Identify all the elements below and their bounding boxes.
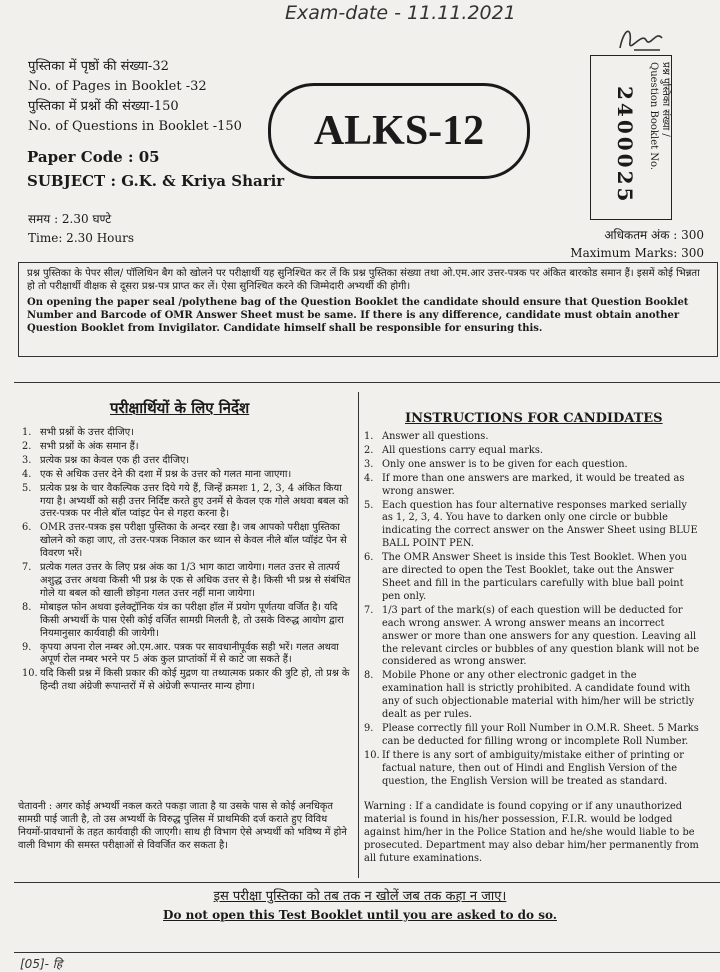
booklet-label-hi: प्रश्न पुस्तिका संख्या / [660, 62, 671, 137]
notice-hi: प्रश्न पुस्तिका के पेपर सील/ पॉलिथिन बैग को खोलने पर परीक्षार्थी यह सुनिश्चित कर लें कि प्रश्न पुस्तिका संख्या तथा ओ.एम.आर उत्तर-पत्रक पर अंकित बारकोड समान हैं। इसमें कोई भिन्नता हो तो परीक्षार्थी वीक्षक से दूसरा प्रश्न-पत्र प्राप्त कर लें। ऐसा सुनिश्चित करने की जिम्मेदारी अभ्यर्थी की होगी। [27, 268, 700, 292]
booklet-number-box [590, 55, 672, 220]
instruction-number: 9. [22, 641, 32, 653]
instruction-number: 3. [22, 454, 32, 466]
instruction-number: 1. [364, 431, 374, 442]
instruction-item [22, 668, 352, 694]
footer-hi: इस परीक्षा पुस्तिका को तब तक न खोलें जब तक कहा न जाए। [213, 889, 507, 904]
instruction-number: 4. [22, 468, 32, 480]
instruction-item [22, 441, 352, 454]
instruction-text: 1/3 part of the mark(s) of each question will be deducted for each wrong answer. A wrong answer means an incorrect answer or more than one answers for any question. Leaving all the relevant circles or bubbles of any question blank will not be considered as wrong answer. [382, 604, 700, 668]
instruction-text: प्रत्येक गलत उत्तर के लिए प्रश्न अंक का 1/3 भाग काटा जायेगा। गलत उत्तर से तात्पर्य अशुद्ध उत्तर अथवा किसी भी प्रश्न के एक से अधिक उत्तर से है। किसी भी प्रश्न से संबंधित गोले या बबल को खाली छोड़ना गलत उत्तर नहीं माना जायेगा। [40, 562, 351, 599]
instruction-text: यदि किसी प्रश्न में किसी प्रकार की कोई मुद्रण या तथ्यात्मक प्रकार की त्रुटि हो, तो प्रश्न के हिन्दी तथा अंग्रेजी रूपान्तरों में से अंग्रेजी रूपान्तर मान्य होगा। [40, 668, 350, 693]
instruction-item [364, 750, 700, 789]
booklet-number: 2400025 [613, 86, 637, 205]
instruction-text: If more than one answers are marked, it would be treated as wrong answer. [382, 472, 685, 497]
instruction-text: If there is any sort of ambiguity/mistake either of printing or factual nature, then out of Hindi and English Version of the question, the English Version will be treated as standard. [382, 749, 684, 787]
instruction-item [22, 469, 352, 482]
instruction-number: 1. [22, 427, 32, 438]
instruction-number: 5. [364, 499, 374, 511]
instruction-number: 3. [364, 458, 374, 470]
instruction-number: 2. [364, 444, 374, 456]
instruction-number: 5. [22, 482, 32, 494]
instructions-en-list [364, 431, 700, 789]
instructions-en-heading: INSTRUCTIONS FOR CANDIDATES [405, 411, 663, 426]
instruction-item [364, 473, 700, 499]
instruction-text: प्रत्येक प्रश्न के चार वैकल्पिक उत्तर दिये गये हैं, जिन्हें क्रमशः 1, 2, 3, 4 अंकित किया गया है। अभ्यर्थी को सही उत्तर निर्दिष्ट करते हुए उनमें से केवल एक गोले अथवा बबल को उत्तर-पत्रक पर नीले बॉल प्वांइट पेन से गहरा करना है। [40, 482, 349, 520]
instruction-item [22, 522, 352, 561]
instruction-text: Please correctly fill your Roll Number in O.M.R. Sheet. 5 Marks can be deducted for filling wrong or incomplete Roll Number. [382, 722, 699, 747]
notice-en: On opening the paper seal /polythene bag of the Question Booklet the candidate should ensure that Question Booklet Number and Barcode of OMR Answer Sheet must be same. If there is any difference, candidate must obtain another Question Booklet from Invigilator. Candidate himself shall be responsible for ensuring this. [27, 297, 689, 334]
max-marks-hi: अधिकतम अंक : 300 [604, 228, 704, 242]
instruction-item [364, 605, 700, 670]
instructions-hi-list [22, 427, 352, 695]
instruction-item [22, 562, 352, 601]
instruction-number: 7. [364, 604, 374, 616]
instruction-item [364, 552, 700, 604]
instruction-number: 4. [364, 472, 374, 484]
time-hi: समय : 2.30 घण्टे [28, 212, 112, 226]
subject: SUBJECT : G.K. & Kriya Sharir [27, 172, 285, 190]
instruction-text: OMR उत्तर-पत्रक इस परीक्षा पुस्तिका के अन्दर रखा है। जब आपको परीक्षा पुस्तिका खोलने को कहा जाए, तो उत्तर-पत्रक निकाल कर ध्यान से केवल नीले बॉल प्वॉइंट पेन से विवरण भरें। [40, 522, 347, 560]
instruction-item [364, 445, 700, 458]
questions-count-en: No. of Questions in Booklet -150 [28, 119, 242, 134]
instruction-item [22, 642, 352, 668]
questions-count-hi: पुस्तिका में प्रश्नों की संख्या-150 [28, 99, 179, 114]
instruction-number: 6. [22, 522, 32, 534]
booklet-series-title: ALKS-12 [268, 83, 530, 179]
instruction-text: सभी प्रश्नों के अंक समान हैं। [40, 440, 139, 452]
instruction-item [364, 459, 700, 472]
time-en: Time: 2.30 Hours [28, 231, 135, 245]
instruction-number: 8. [364, 670, 374, 682]
instructions-hi-heading: परीक्षार्थियों के लिए निर्देश [110, 399, 250, 417]
instruction-text: All questions carry equal marks. [382, 444, 543, 456]
pages-count-en: No. of Pages in Booklet -32 [28, 79, 207, 94]
instruction-text: Answer all questions. [382, 431, 489, 442]
instruction-number: 7. [22, 562, 32, 574]
instruction-item [364, 431, 700, 444]
instruction-text: एक से अधिक उत्तर देने की दशा में प्रश्न के उत्तर को गलत माना जाएगा। [40, 468, 292, 480]
instruction-text: सभी प्रश्नों के उत्तर दीजिए। [40, 427, 134, 438]
footer-en: Do not open this Test Booklet until you are asked to do so. [163, 908, 557, 922]
instruction-text: Only one answer is to be given for each question. [382, 458, 628, 470]
instruction-item [364, 723, 700, 749]
instruction-number: 2. [22, 440, 32, 452]
instruction-item [22, 602, 352, 641]
instruction-text: Mobile Phone or any other electronic gadget in the examination hall is strictly prohibited. A candidate found with any of such objectionable material with him/her will be strictly dealt as per rules. [382, 670, 695, 721]
handwritten-date-note: Exam-date - 11.11.2021 [285, 2, 516, 24]
signature-mark [612, 20, 672, 60]
warning-hi: चेतावनी : अगर कोई अभ्यर्थी नकल करते पकड़ा जाता है या उसके पास से कोई अनधिकृत सामग्री पाई जाती है, तो उस अभ्यर्थी के विरुद्ध पुलिस में प्राथमिकी दर्ज कराते हुए विविध नियमों-प्रावधानों के तहत कार्यवाही की जाएगी। साथ ही विभाग ऐसे अभ्यर्थी को भविष्य में होने वाली विभाग की समस्त परीक्षाओं से विवर्जित कर सकता है। [18, 801, 347, 851]
booklet-label-en: Question Booklet No. [648, 62, 659, 171]
instruction-text: मोबाइल फोन अथवा इलेक्ट्रॉनिक यंत्र का परीक्षा हॉल में प्रयोग पूर्णतया वर्जित है। यदि किसी अभ्यर्थी के पास ऐसी कोई वर्जित सामग्री मिलती है, तो उसके विरुद्ध आयोग द्वारा नियमानुसार कार्यवाही की जायेगी। [40, 601, 344, 639]
instruction-number: 6. [364, 552, 374, 564]
footer-handwritten-mark: [05]- हि [20, 957, 63, 971]
instruction-text: The OMR Answer Sheet is inside this Test Booklet. When you are directed to open the Test Booklet, take out the Answer Sheet and fill in the particulars carefully with blue ball point pen only. [382, 552, 687, 602]
instruction-item [364, 670, 700, 722]
instruction-item [22, 455, 352, 468]
instruction-item [22, 483, 352, 522]
instruction-item [22, 427, 352, 440]
instruction-text: प्रत्येक प्रश्न का केवल एक ही उत्तर दीजिए। [40, 454, 190, 466]
instruction-number: 9. [364, 722, 374, 734]
instruction-text: कृपया अपना रोल नम्बर ओ.एम.आर. पत्रक पर सावधानीपूर्वक सही भरें। गलत अथवा अपूर्ण रोल नम्बर भरने पर 5 अंक कुल प्राप्तांकों में से काटे जा सकते हैं। [40, 641, 339, 666]
instruction-number: 10. [22, 668, 38, 680]
pages-count-hi: पुस्तिका में पृष्ठों की संख्या-32 [28, 59, 169, 74]
paper-code: Paper Code : 05 [27, 148, 160, 166]
instruction-text: Each question has four alternative responses marked serially as 1, 2, 3, 4. You have to darken only one circle or bubble indicating the correct answer on the Answer Sheet using BLUE BALL POINT PEN. [382, 499, 698, 550]
instruction-item [364, 500, 700, 552]
notice-box [18, 262, 718, 357]
instruction-number: 10. [364, 749, 380, 761]
instruction-number: 8. [22, 601, 32, 613]
warning-en: Warning : If a candidate is found copying or if any unauthorized material is found in his/her possession, F.I.R. would be lodged against him/her in the Police Station and he/she would liable to be prosecuted. Department may also debar him/her permanently from all future examinations. [364, 801, 699, 864]
max-marks-en: Maximum Marks: 300 [570, 246, 704, 260]
